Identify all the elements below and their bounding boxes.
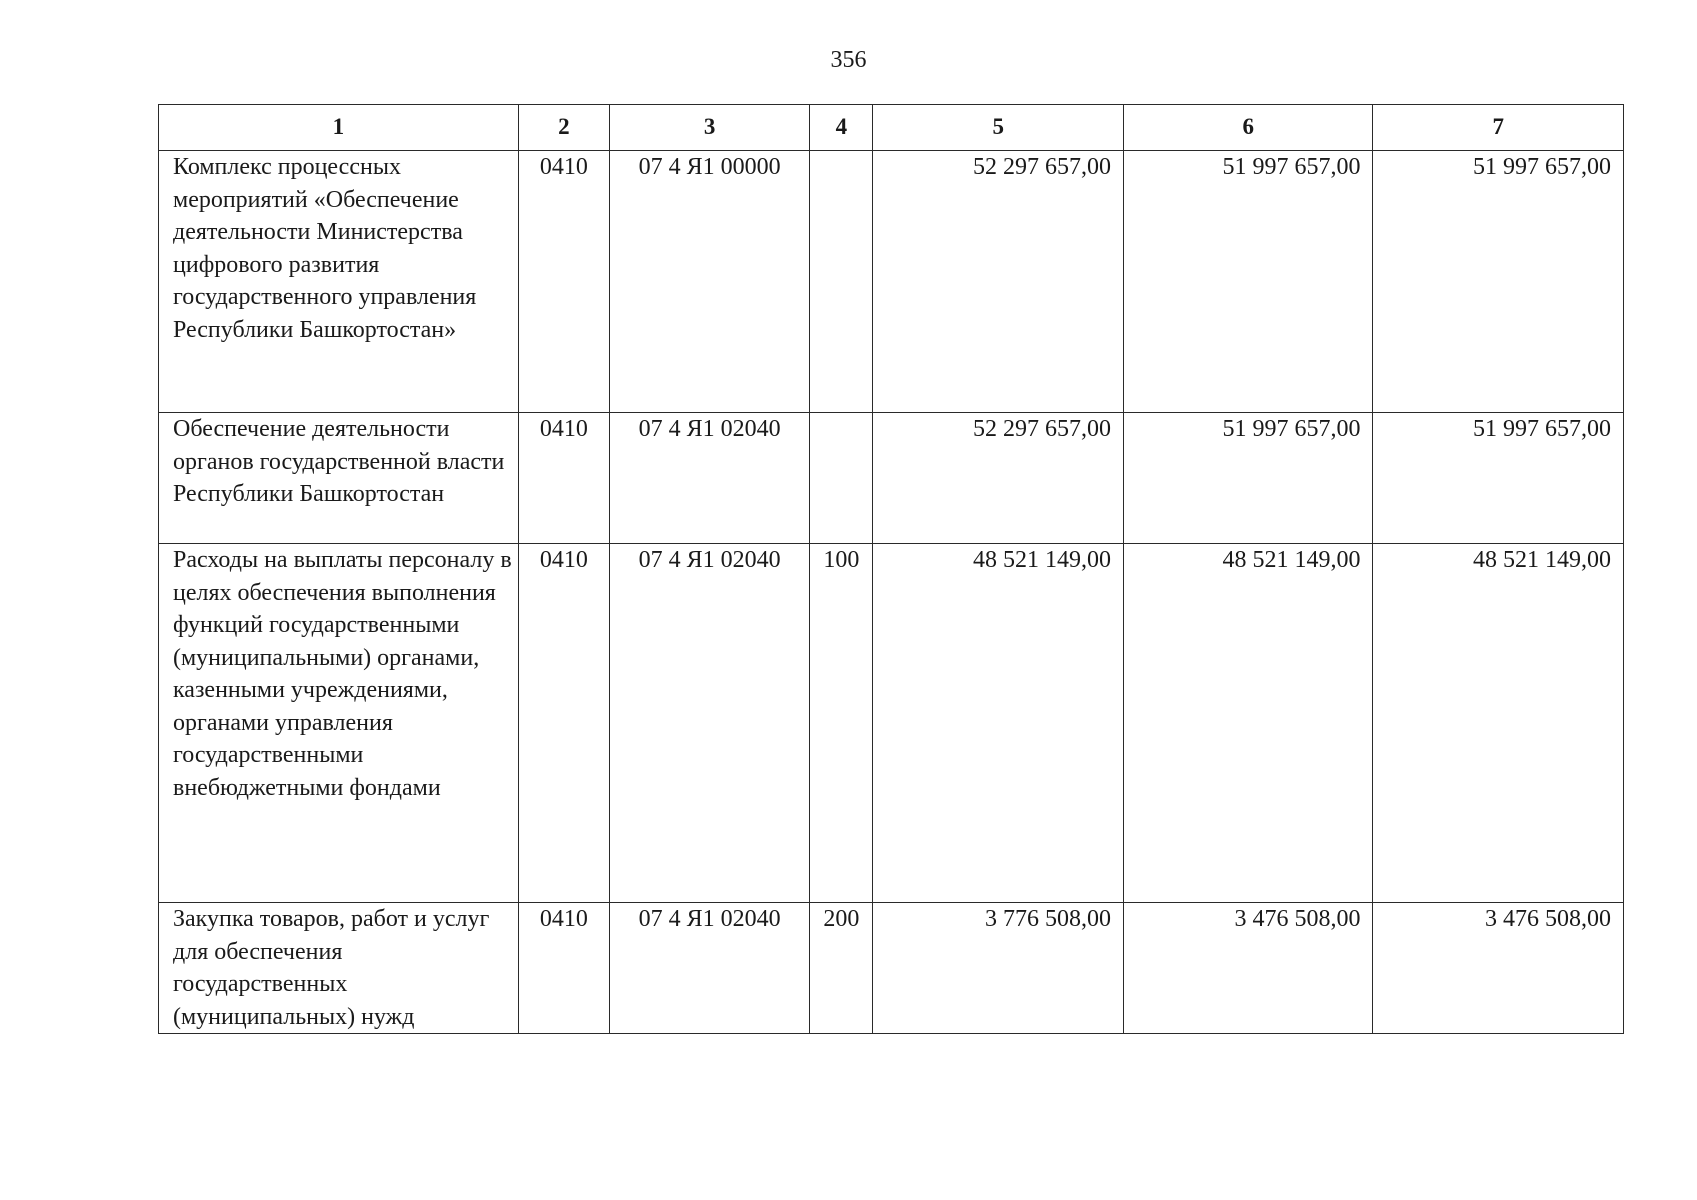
row-amount-3: 51 997 657,00 <box>1373 151 1624 413</box>
row-section: 0410 <box>518 151 609 413</box>
header-col-3: 3 <box>609 105 809 151</box>
row-section: 0410 <box>518 544 609 903</box>
row-expense-type: 200 <box>810 903 873 1034</box>
row-expense-type: 100 <box>810 544 873 903</box>
row-amount-2: 51 997 657,00 <box>1123 413 1373 544</box>
row-amount-2: 51 997 657,00 <box>1123 151 1373 413</box>
header-col-7: 7 <box>1373 105 1624 151</box>
row-amount-1: 52 297 657,00 <box>873 413 1124 544</box>
row-section: 0410 <box>518 413 609 544</box>
row-amount-1: 52 297 657,00 <box>873 151 1124 413</box>
row-amount-2: 3 476 508,00 <box>1123 903 1373 1034</box>
row-amount-3: 3 476 508,00 <box>1373 903 1624 1034</box>
row-section: 0410 <box>518 903 609 1034</box>
header-col-5: 5 <box>873 105 1124 151</box>
table-row <box>159 903 1624 1034</box>
row-name: Обеспечение деятельности органов государственной власти Республики Башкортостан <box>159 413 519 544</box>
row-amount-3: 51 997 657,00 <box>1373 413 1624 544</box>
row-name: Комплекс процессных мероприятий «Обеспечение деятельности Министерства цифрового развития государственного управления Республики Башкортостан» <box>159 151 519 413</box>
row-target-article: 07 4 Я1 02040 <box>609 544 809 903</box>
row-expense-type <box>810 413 873 544</box>
row-amount-1: 48 521 149,00 <box>873 544 1124 903</box>
header-row <box>159 105 1624 151</box>
page-number: 356 <box>830 47 867 73</box>
row-name: Расходы на выплаты персоналу в целях обеспечения выполнения функций государственными (муниципальными) органами, казенными учреждениями, органами управления государственными внебюджетными фондами <box>159 544 519 903</box>
table-row <box>159 151 1624 413</box>
header-col-1: 1 <box>159 105 519 151</box>
row-amount-1: 3 776 508,00 <box>873 903 1124 1034</box>
row-name: Закупка товаров, работ и услуг для обеспечения государственных (муниципальных) нужд <box>159 903 519 1034</box>
budget-table <box>158 104 1624 1034</box>
row-expense-type <box>810 151 873 413</box>
row-target-article: 07 4 Я1 00000 <box>609 151 809 413</box>
header-col-4: 4 <box>810 105 873 151</box>
table-row <box>159 544 1624 903</box>
table-row <box>159 413 1624 544</box>
header-col-2: 2 <box>518 105 609 151</box>
header-col-6: 6 <box>1123 105 1373 151</box>
row-amount-3: 48 521 149,00 <box>1373 544 1624 903</box>
row-amount-2: 48 521 149,00 <box>1123 544 1373 903</box>
row-target-article: 07 4 Я1 02040 <box>609 413 809 544</box>
row-target-article: 07 4 Я1 02040 <box>609 903 809 1034</box>
